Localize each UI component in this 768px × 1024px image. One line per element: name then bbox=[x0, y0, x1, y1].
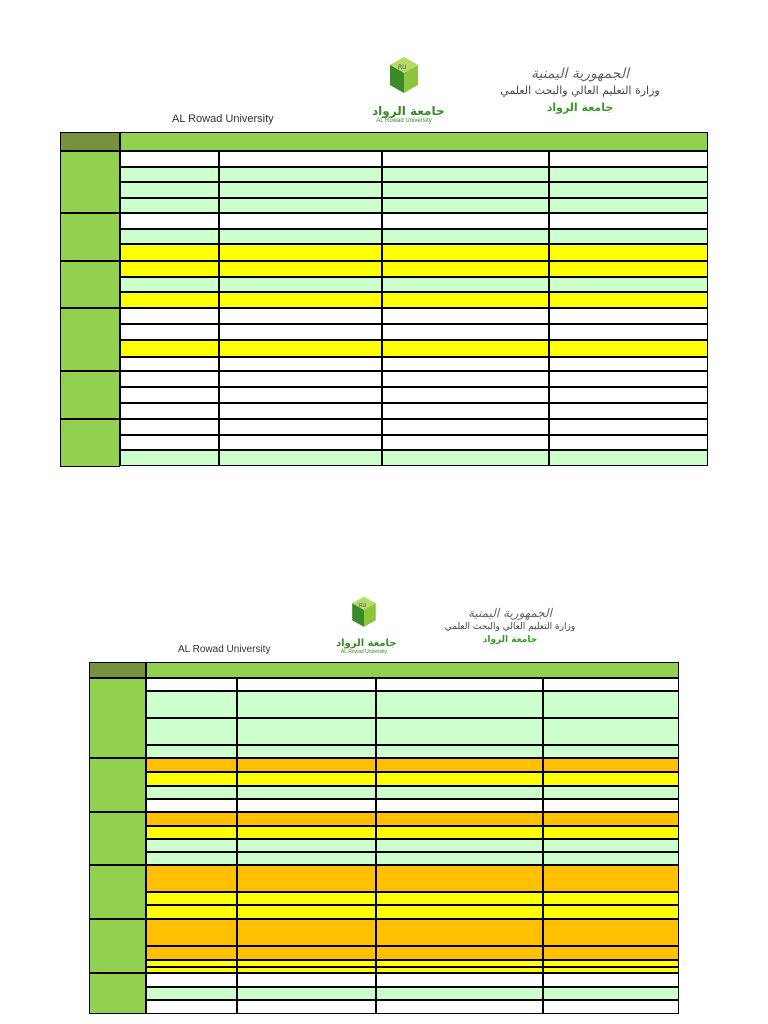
schedule-cell bbox=[382, 403, 549, 419]
schedule-cell bbox=[219, 419, 382, 435]
schedule-cell bbox=[543, 839, 679, 852]
schedule-cell bbox=[376, 865, 543, 892]
schedule-cell bbox=[549, 292, 708, 308]
schedule-cell bbox=[146, 865, 237, 892]
schedule-cell bbox=[382, 182, 549, 198]
schedule-cell bbox=[237, 946, 376, 960]
table-header-bar bbox=[146, 662, 679, 678]
schedule-cell bbox=[549, 277, 708, 292]
schedule-cell bbox=[376, 839, 543, 852]
schedule-cell bbox=[237, 960, 376, 967]
schedule-cell bbox=[120, 387, 219, 403]
schedule-cell bbox=[120, 450, 219, 466]
arabic-header bbox=[495, 66, 665, 114]
day-label-cell bbox=[89, 678, 146, 758]
table-header-corner bbox=[60, 132, 120, 151]
schedule-cell bbox=[376, 745, 543, 758]
schedule-cell bbox=[382, 371, 549, 387]
schedule-cell bbox=[382, 292, 549, 308]
schedule-cell bbox=[376, 946, 543, 960]
schedule-cell bbox=[543, 852, 679, 865]
schedule-cell bbox=[120, 244, 219, 261]
schedule-cell bbox=[237, 772, 376, 786]
schedule-cell bbox=[237, 987, 376, 1000]
schedule-cell bbox=[219, 167, 382, 182]
schedule-cell bbox=[146, 919, 237, 946]
schedule-cell bbox=[219, 387, 382, 403]
schedule-cell bbox=[543, 799, 679, 812]
schedule-cell bbox=[237, 799, 376, 812]
schedule-cell bbox=[382, 167, 549, 182]
schedule-cell bbox=[219, 371, 382, 387]
schedule-cell bbox=[382, 387, 549, 403]
logo-shield-icon bbox=[336, 595, 392, 637]
logo-text-en: AL Rowad University bbox=[376, 118, 432, 124]
arabic-title-line1: الجمهورية اليمنية bbox=[530, 66, 629, 82]
schedule-cell bbox=[549, 167, 708, 182]
schedule-cell bbox=[382, 277, 549, 292]
schedule-cell bbox=[120, 198, 219, 213]
schedule-cell bbox=[543, 919, 679, 946]
schedule-cell bbox=[376, 973, 543, 987]
schedule-cell bbox=[237, 826, 376, 839]
schedule-cell bbox=[237, 718, 376, 745]
schedule-cell bbox=[549, 419, 708, 435]
arabic-title-line2: وزارة التعليم العالي والبحث العلمي bbox=[500, 84, 660, 97]
schedule-cell bbox=[120, 167, 219, 182]
schedule-cell bbox=[146, 786, 237, 799]
schedule-cell bbox=[146, 718, 237, 745]
university-logo bbox=[336, 595, 397, 659]
schedule-cell bbox=[549, 435, 708, 450]
schedule-cell bbox=[146, 1000, 237, 1014]
schedule-cell bbox=[543, 892, 679, 905]
logo-text-ar: جامعة الرواد bbox=[372, 104, 445, 118]
logo-badge: RU bbox=[358, 602, 367, 609]
schedule-cell bbox=[543, 786, 679, 799]
schedule-cell bbox=[549, 198, 708, 213]
schedule-cell bbox=[146, 892, 237, 905]
schedule-cell bbox=[549, 357, 708, 371]
schedule-cell bbox=[376, 905, 543, 919]
schedule-cell bbox=[120, 340, 219, 357]
schedule-cell bbox=[382, 261, 549, 277]
schedule-cell bbox=[146, 758, 237, 772]
schedule-cell bbox=[549, 308, 708, 324]
schedule-cell bbox=[543, 758, 679, 772]
schedule-cell bbox=[120, 151, 219, 167]
day-label-cell bbox=[60, 308, 120, 371]
schedule-cell bbox=[237, 745, 376, 758]
schedule-cell bbox=[237, 678, 376, 691]
schedule-cell bbox=[376, 1000, 543, 1014]
day-label-cell bbox=[89, 865, 146, 919]
schedule-cell bbox=[219, 244, 382, 261]
arabic-title-line3: جامعة الرواد bbox=[546, 101, 614, 114]
schedule-cell bbox=[382, 198, 549, 213]
schedule-cell bbox=[543, 865, 679, 892]
schedule-cell bbox=[376, 852, 543, 865]
schedule-cell bbox=[120, 229, 219, 244]
schedule-cell bbox=[549, 182, 708, 198]
schedule-cell bbox=[543, 905, 679, 919]
schedule-cell bbox=[219, 324, 382, 340]
schedule-cell bbox=[146, 826, 237, 839]
schedule-cell bbox=[146, 799, 237, 812]
schedule-cell bbox=[146, 946, 237, 960]
schedule-cell bbox=[146, 987, 237, 1000]
schedule-cell bbox=[146, 772, 237, 786]
schedule-cell bbox=[376, 960, 543, 967]
arabic-title-line3: جامعة الرواد bbox=[482, 635, 538, 645]
schedule-cell bbox=[376, 678, 543, 691]
schedule-cell bbox=[543, 973, 679, 987]
schedule-cell bbox=[237, 812, 376, 826]
university-name-en: AL Rowad University bbox=[172, 113, 274, 125]
schedule-cell bbox=[376, 892, 543, 905]
day-label-cell bbox=[60, 419, 120, 467]
schedule-cell bbox=[543, 745, 679, 758]
schedule-cell bbox=[543, 691, 679, 718]
schedule-cell bbox=[376, 691, 543, 718]
arabic-title-line2: وزارة التعليم العالي والبحث العلمي bbox=[444, 622, 576, 632]
logo-text-ar: جامعة الرواد bbox=[336, 638, 397, 649]
logo-badge: RU bbox=[398, 64, 407, 71]
schedule-cell bbox=[543, 826, 679, 839]
schedule-cell bbox=[120, 308, 219, 324]
schedule-cell bbox=[237, 758, 376, 772]
schedule-cell bbox=[382, 324, 549, 340]
schedule-cell bbox=[146, 960, 237, 967]
schedule-cell bbox=[376, 799, 543, 812]
schedule-cell bbox=[237, 892, 376, 905]
schedule-cell bbox=[549, 371, 708, 387]
schedule-cell bbox=[219, 403, 382, 419]
schedule-cell bbox=[382, 229, 549, 244]
schedule-cell bbox=[146, 678, 237, 691]
schedule-cell bbox=[120, 213, 219, 229]
schedule-cell bbox=[549, 387, 708, 403]
day-label-cell bbox=[60, 151, 120, 213]
schedule-cell bbox=[543, 772, 679, 786]
schedule-cell bbox=[543, 812, 679, 826]
schedule-cell bbox=[549, 324, 708, 340]
university-name-en: AL Rowad University bbox=[178, 644, 271, 655]
schedule-cell bbox=[549, 450, 708, 466]
schedule-cell bbox=[120, 371, 219, 387]
schedule-cell bbox=[120, 435, 219, 450]
schedule-cell bbox=[219, 292, 382, 308]
schedule-cell bbox=[219, 213, 382, 229]
schedule-cell bbox=[237, 973, 376, 987]
schedule-cell bbox=[549, 261, 708, 277]
schedule-cell bbox=[120, 277, 219, 292]
day-label-cell bbox=[89, 919, 146, 973]
schedule-cell bbox=[549, 340, 708, 357]
schedule-cell bbox=[382, 213, 549, 229]
schedule-cell bbox=[146, 973, 237, 987]
schedule-cell bbox=[376, 987, 543, 1000]
schedule-cell bbox=[376, 786, 543, 799]
schedule-cell bbox=[382, 357, 549, 371]
schedule-cell bbox=[549, 151, 708, 167]
schedule-cell bbox=[543, 960, 679, 967]
day-label-cell bbox=[89, 758, 146, 812]
day-label-cell bbox=[89, 973, 146, 1014]
schedule-cell bbox=[382, 450, 549, 466]
schedule-cell bbox=[376, 919, 543, 946]
schedule-cell bbox=[549, 229, 708, 244]
schedule-cell bbox=[219, 229, 382, 244]
schedule-cell bbox=[237, 1000, 376, 1014]
schedule-cell bbox=[146, 905, 237, 919]
schedule-cell bbox=[376, 812, 543, 826]
schedule-cell bbox=[382, 151, 549, 167]
schedule-cell bbox=[219, 340, 382, 357]
schedule-cell bbox=[237, 865, 376, 892]
schedule-cell bbox=[146, 852, 237, 865]
schedule-cell bbox=[382, 308, 549, 324]
day-label-cell bbox=[60, 371, 120, 419]
schedule-cell bbox=[382, 244, 549, 261]
schedule-cell bbox=[543, 678, 679, 691]
schedule-cell bbox=[549, 403, 708, 419]
schedule-cell bbox=[543, 718, 679, 745]
schedule-cell bbox=[237, 852, 376, 865]
schedule-cell bbox=[120, 357, 219, 371]
schedule-cell bbox=[376, 758, 543, 772]
logo-shield-icon bbox=[372, 55, 436, 105]
schedule-cell bbox=[146, 839, 237, 852]
schedule-cell bbox=[146, 745, 237, 758]
schedule-cell bbox=[237, 905, 376, 919]
schedule-cell bbox=[219, 277, 382, 292]
schedule-cell bbox=[120, 403, 219, 419]
schedule-cell bbox=[543, 987, 679, 1000]
schedule-cell bbox=[543, 1000, 679, 1014]
schedule-cell bbox=[237, 919, 376, 946]
day-label-cell bbox=[60, 261, 120, 308]
schedule-cell bbox=[120, 419, 219, 435]
schedule-cell bbox=[219, 151, 382, 167]
schedule-cell bbox=[543, 946, 679, 960]
schedule-cell bbox=[237, 839, 376, 852]
schedule-cell bbox=[219, 261, 382, 277]
schedule-cell bbox=[146, 691, 237, 718]
schedule-cell bbox=[376, 772, 543, 786]
schedule-cell bbox=[219, 435, 382, 450]
arabic-title-line1: الجمهورية اليمنية bbox=[467, 606, 552, 620]
schedule-cell bbox=[146, 812, 237, 826]
schedule-cell bbox=[382, 340, 549, 357]
schedule-cell bbox=[237, 691, 376, 718]
table-header-bar bbox=[120, 132, 708, 151]
logo-text-en: AL Rowad University bbox=[340, 649, 388, 655]
schedule-cell bbox=[549, 213, 708, 229]
schedule-cell bbox=[382, 435, 549, 450]
schedule-cell bbox=[376, 718, 543, 745]
schedule-cell bbox=[120, 324, 219, 340]
schedule-cell bbox=[549, 244, 708, 261]
arabic-header bbox=[440, 606, 580, 645]
schedule-cell bbox=[219, 198, 382, 213]
schedule-cell bbox=[219, 357, 382, 371]
day-label-cell bbox=[89, 812, 146, 865]
day-label-cell bbox=[60, 213, 120, 261]
schedule-cell bbox=[120, 292, 219, 308]
schedule-cell bbox=[237, 786, 376, 799]
schedule-cell bbox=[376, 826, 543, 839]
schedule-cell bbox=[219, 308, 382, 324]
table-header-corner bbox=[89, 662, 146, 678]
schedule-cell bbox=[219, 182, 382, 198]
schedule-cell bbox=[219, 450, 382, 466]
schedule-cell bbox=[382, 419, 549, 435]
schedule-cell bbox=[120, 182, 219, 198]
university-logo bbox=[372, 55, 445, 127]
schedule-cell bbox=[120, 261, 219, 277]
